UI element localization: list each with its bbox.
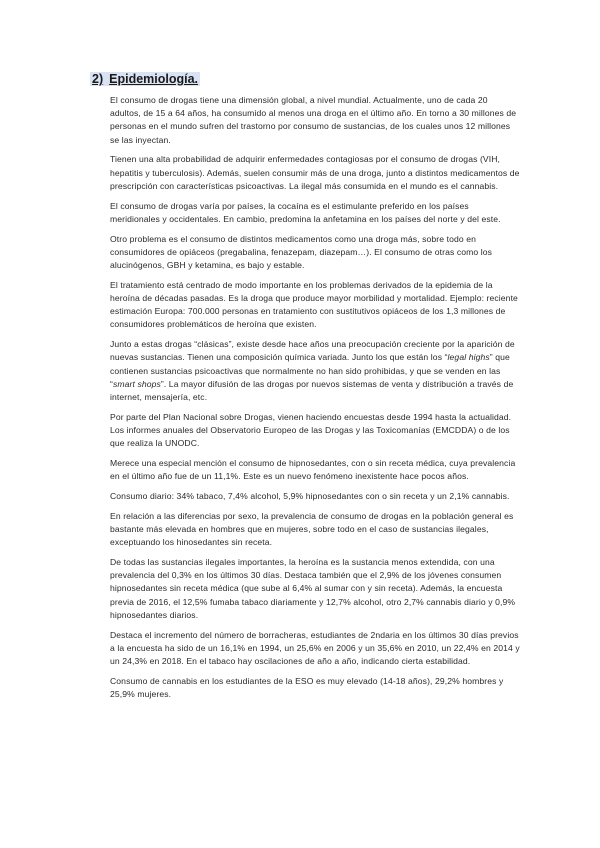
paragraph-hypnosedatives: Merece una especial mención el consumo de hipnosedantes, con o sin receta médica, cuya prevalencia en el último año fue de un 11,1%. Este es un nuevo fenómeno inexistente hace pocos años. [110,458,516,482]
paragraph-medications: Otro problema es el consumo de distintos medicamentos como una droga más, sobre todo en consumidores de opiáceos (pregabalina, fenazepam, diazepam…). El consumo de otras como los alucinógenos, GBH y ketamina, es bajo y estable. [110,233,493,271]
document-body [110,94,520,708]
paragraph-illegal-substances: De todas las sustancias ilegales importantes, la heroína es la sustancia menos extendida, con una prevalencia del 0,3% en los últimos 30 días. Destaca también que el 2,9% de los jóvenes consumen hipnosedantes sin receta médica (que sube al 6,4% al sumar con y sin receta). Además, la encuesta previa de 2016, el 12,5% fumaba tabaco diariamente y 12,7% alcohol, otro 2,7% cannabis diario y 0,9% hipnosedantes diarios. [110,557,516,620]
section-title: Epidemiología. [109,72,199,86]
legal-highs-term: legal highs [447,352,490,363]
section-heading [90,72,200,86]
paragraph-treatment: El tratamiento está centrado de modo importante en los problemas derivados de la epidemia de la heroína de décadas pasadas. Es la droga que produce mayor morbilidad y mortalidad. Ejemplo: reciente estimación Europa: 700.000 personas en tratamiento con sustitutivos opiáceos de los 1,3 millones de consumidores problemáticos de heroína que existen. [110,279,518,330]
paragraph-new-substances: Junto a estas drogas “clásicas”, existe desde hace años una preocupación creciente por la aparición de nuevas sustancias. Tienen una composición química variada. Junto los que están los “legal highs” que contienen sustancias psicoactivas que normalmente no han sido prohibidas, y que se venden en las “smart shops”. La mayor difusión de las drogas por nuevos sistemas de venta y distribución a través de internet, mensajería, etc. [110,339,515,403]
paragraph-sex-differences: En relación a las diferencias por sexo, la prevalencia de consumo de drogas en la población general es bastante más elevada en hombres que en mujeres, sobre todo en el caso de sustancias ilegales, exceptuando los hinosedantes sin receta. [110,510,514,548]
paragraph-consumption-by-country: El consumo de drogas varía por países, la cocaína es el estimulante preferido en los países meridionales y occidentales. En cambio, predomina la anfetamina en los países del norte y del este. [110,200,501,224]
paragraph-surveys: Por parte del Plan Nacional sobre Drogas, vienen haciendo encuestas desde 1994 hasta la actualidad. Los informes anuales del Observatorio Europeo de las Drogas y las Toxicomanías (EMCDDA) o de los que realiza la UNODC. [110,411,512,449]
paragraph-binge-drinking: Destaca el incremento del número de borracheras, estudiantes de 2ndaria en los últimos 30 días previos a la encuesta ha sido de un 16,1% en 1994, un 25,6% en 2006 y un 35,6% en 2010, un 22,4% en 2014 y un 24,3% en 2018. En el tabaco hay oscilaciones de año a año, indicando cierta estabilidad. [110,629,520,667]
paragraph-contagious-diseases: Tienen una alta probabilidad de adquirir enfermedades contagiosas por el consumo de drogas (VIH, hepatitis y tuberculosis). Además, suelen consumir más de una droga, junto a distintos medicamentos de prescripción con características psicoactivas. La ilegal más consumida en el mundo es el cannabis. [110,154,520,191]
smart-shops-term: smart shops [112,378,161,389]
paragraph-global-consumption: El consumo de drogas tiene una dimensión global, a nivel mundial. Actualmente, uno de cada 20 adultos, de 15 a 64 años, ha consumido al menos una droga en el último año. En torno a 30 millones de personas en el mundo sufren del trastorno por consumo de sustancias, de los cuales unos 12 millones se las inyectan. [110,95,517,145]
section-number: 2) [92,72,104,86]
paragraph-cannabis-students: Consumo de cannabis en los estudiantes de la ESO es muy elevado (14-18 años), 29,2% hombres y 25,9% mujeres. [110,675,504,700]
paragraph-daily-consumption: Consumo diario: 34% tabaco, 7,4% alcohol, 5,9% hipnosedantes con o sin receta y un 2,1% cannabis. [110,491,510,502]
